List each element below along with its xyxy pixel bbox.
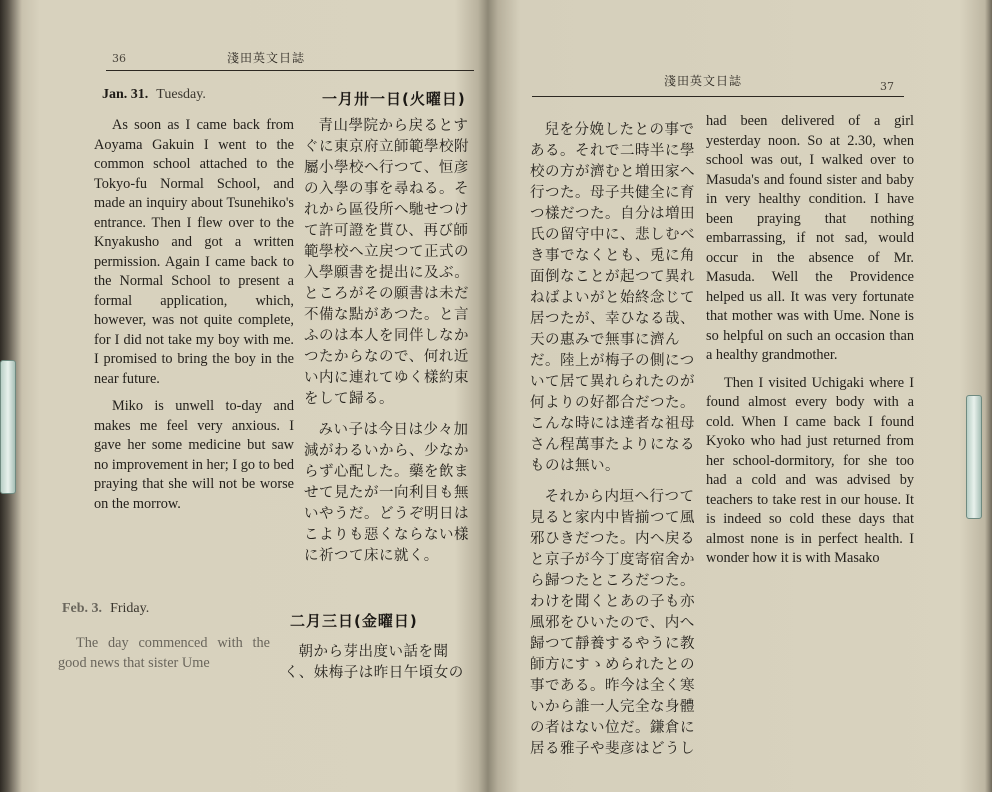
left-page bbox=[22, 0, 484, 792]
entry-weekday: Friday. bbox=[110, 601, 150, 616]
right-page bbox=[494, 0, 970, 792]
japanese-date-jan-31: 一月卅一日(火曜日) bbox=[322, 90, 466, 108]
right-page-clip bbox=[966, 395, 982, 519]
entry-japanese-feb-3 bbox=[284, 642, 464, 694]
entry-english-feb-3 bbox=[58, 634, 270, 681]
japanese-paragraph: それから内垣へ行つて見ると家内中皆揃つて風邪ひきだつた。内へ戻ると京子が今丁度寄宿舍から歸つたところだつた。わけを聞くとあの子も亦風邪をひいたので、内へ歸つて靜養するやうに教師方にすゝめられたとの事である。昨今は全く寒いから誰一人完全な身體の者はない位だ。鎌倉に居る雅子や斐彦はどうし bbox=[530, 489, 695, 757]
japanese-paragraph: 青山學院から戻るとすぐに東京府立師範學校附屬小學校へ行つて、恒彦の入學の事を尋ねる。それから區役所へ馳せつけて許可證を貰ひ、再び師範學校へ立戻つて正式の入學願書を提出に及ぶ。ところがその願書は未だ不備な點があつた。と言ふのは本人を同伴しなかつたからなので、何れ近い内に連れてゆく樣約束をして歸る。 bbox=[304, 118, 470, 407]
japanese-paragraph: 朝から芽出度い話を聞く、妹梅子は昨日午頃女の bbox=[284, 644, 464, 681]
english-paragraph: Miko is unwell to-day and makes me feel very anxious. I gave her some medicine but saw no improvement in her; I go to bed praying that she will not be worse on the morrow. bbox=[94, 398, 294, 512]
entry-date: Jan. 31. bbox=[102, 87, 149, 102]
right-header-rule bbox=[532, 96, 904, 97]
english-paragraph: As soon as I came back from Aoyama Gakuin I went to the common school attached to the Tokyo-fu Normal School, and made an inquiry about Tsunehiko's entrance. Then I flew over to the Knyakusho and got a written permission. Again I came back to the Normal School to present a formal application, which, however, was not quite complete, for I did not take my boy with me. I promised to bring the boy in the near future. bbox=[94, 117, 294, 387]
english-paragraph: The day commenced with the good news that sister Ume bbox=[58, 635, 270, 671]
entry-date-feb-3 bbox=[62, 601, 149, 617]
entry-date: Feb. 3. bbox=[62, 601, 103, 616]
english-paragraph: Then I visited Uchigaki where I found almost every body with a cold. When I came back I found Kyoko who had just returned from her school-dormitory, for she too had a cold and was advised by teachers to take rest in our house. It is indeed so cold these days that almost none is in perfect health. I wonder how it is with Masako bbox=[706, 374, 914, 566]
right-page-number: 37 bbox=[880, 80, 894, 93]
english-paragraph: had been delivered of a girl yesterday noon. So at 2.30, when school was out, I walked over to Masuda's and found sister and baby in very healthy condition. I have been praying that nothing embarrassing, if not sad, would occur in the absence of Mr. Masuda. Well the Providence helped us all. It was very fortunate that mother was with Ume. None is so helpful on such an occasion than a healthy grandmother. bbox=[706, 113, 914, 363]
japanese-paragraph: みい子は今日は少々加減がわるいから、少なからず心配した。藥を飲ませて見たが一向利目も無いやうだ。どうぞ明日はこよりも惡くならない樣に祈つて床に就く。 bbox=[304, 422, 469, 564]
right-japanese-column bbox=[530, 120, 698, 770]
entry-weekday: Tuesday. bbox=[156, 87, 206, 102]
left-header-rule bbox=[106, 70, 474, 71]
entry-japanese-jan-31 bbox=[304, 116, 472, 577]
entry-date-jan-31 bbox=[102, 87, 206, 103]
left-running-header: 淺田英文日誌 bbox=[227, 51, 306, 65]
right-english-column bbox=[706, 112, 914, 577]
left-page-clip bbox=[0, 360, 16, 494]
entry-english-jan-31 bbox=[94, 116, 294, 522]
japanese-date-feb-3: 二月三日(金曜日) bbox=[290, 612, 418, 630]
japanese-paragraph: 兒を分娩したとの事である。それで二時半に學校の方が濟むと増田家へ行つた。母子共健全に育つ樣だつた。自分は増田氏の留守中に、悲しむべき事でなくとも、兎に角面倒なことが起つて異れねばよいがと始終念じて居つたが、幸ひなる哉、天の惠みで無事に濟んだ。陸上が梅子の側について居て異れられたのが何よりの好都合だつた。こんな時には達者な祖母さん程萬事たよりになるものは無い。 bbox=[530, 122, 695, 474]
left-page-number: 36 bbox=[112, 52, 126, 65]
right-running-header: 淺田英文日誌 bbox=[664, 74, 743, 88]
